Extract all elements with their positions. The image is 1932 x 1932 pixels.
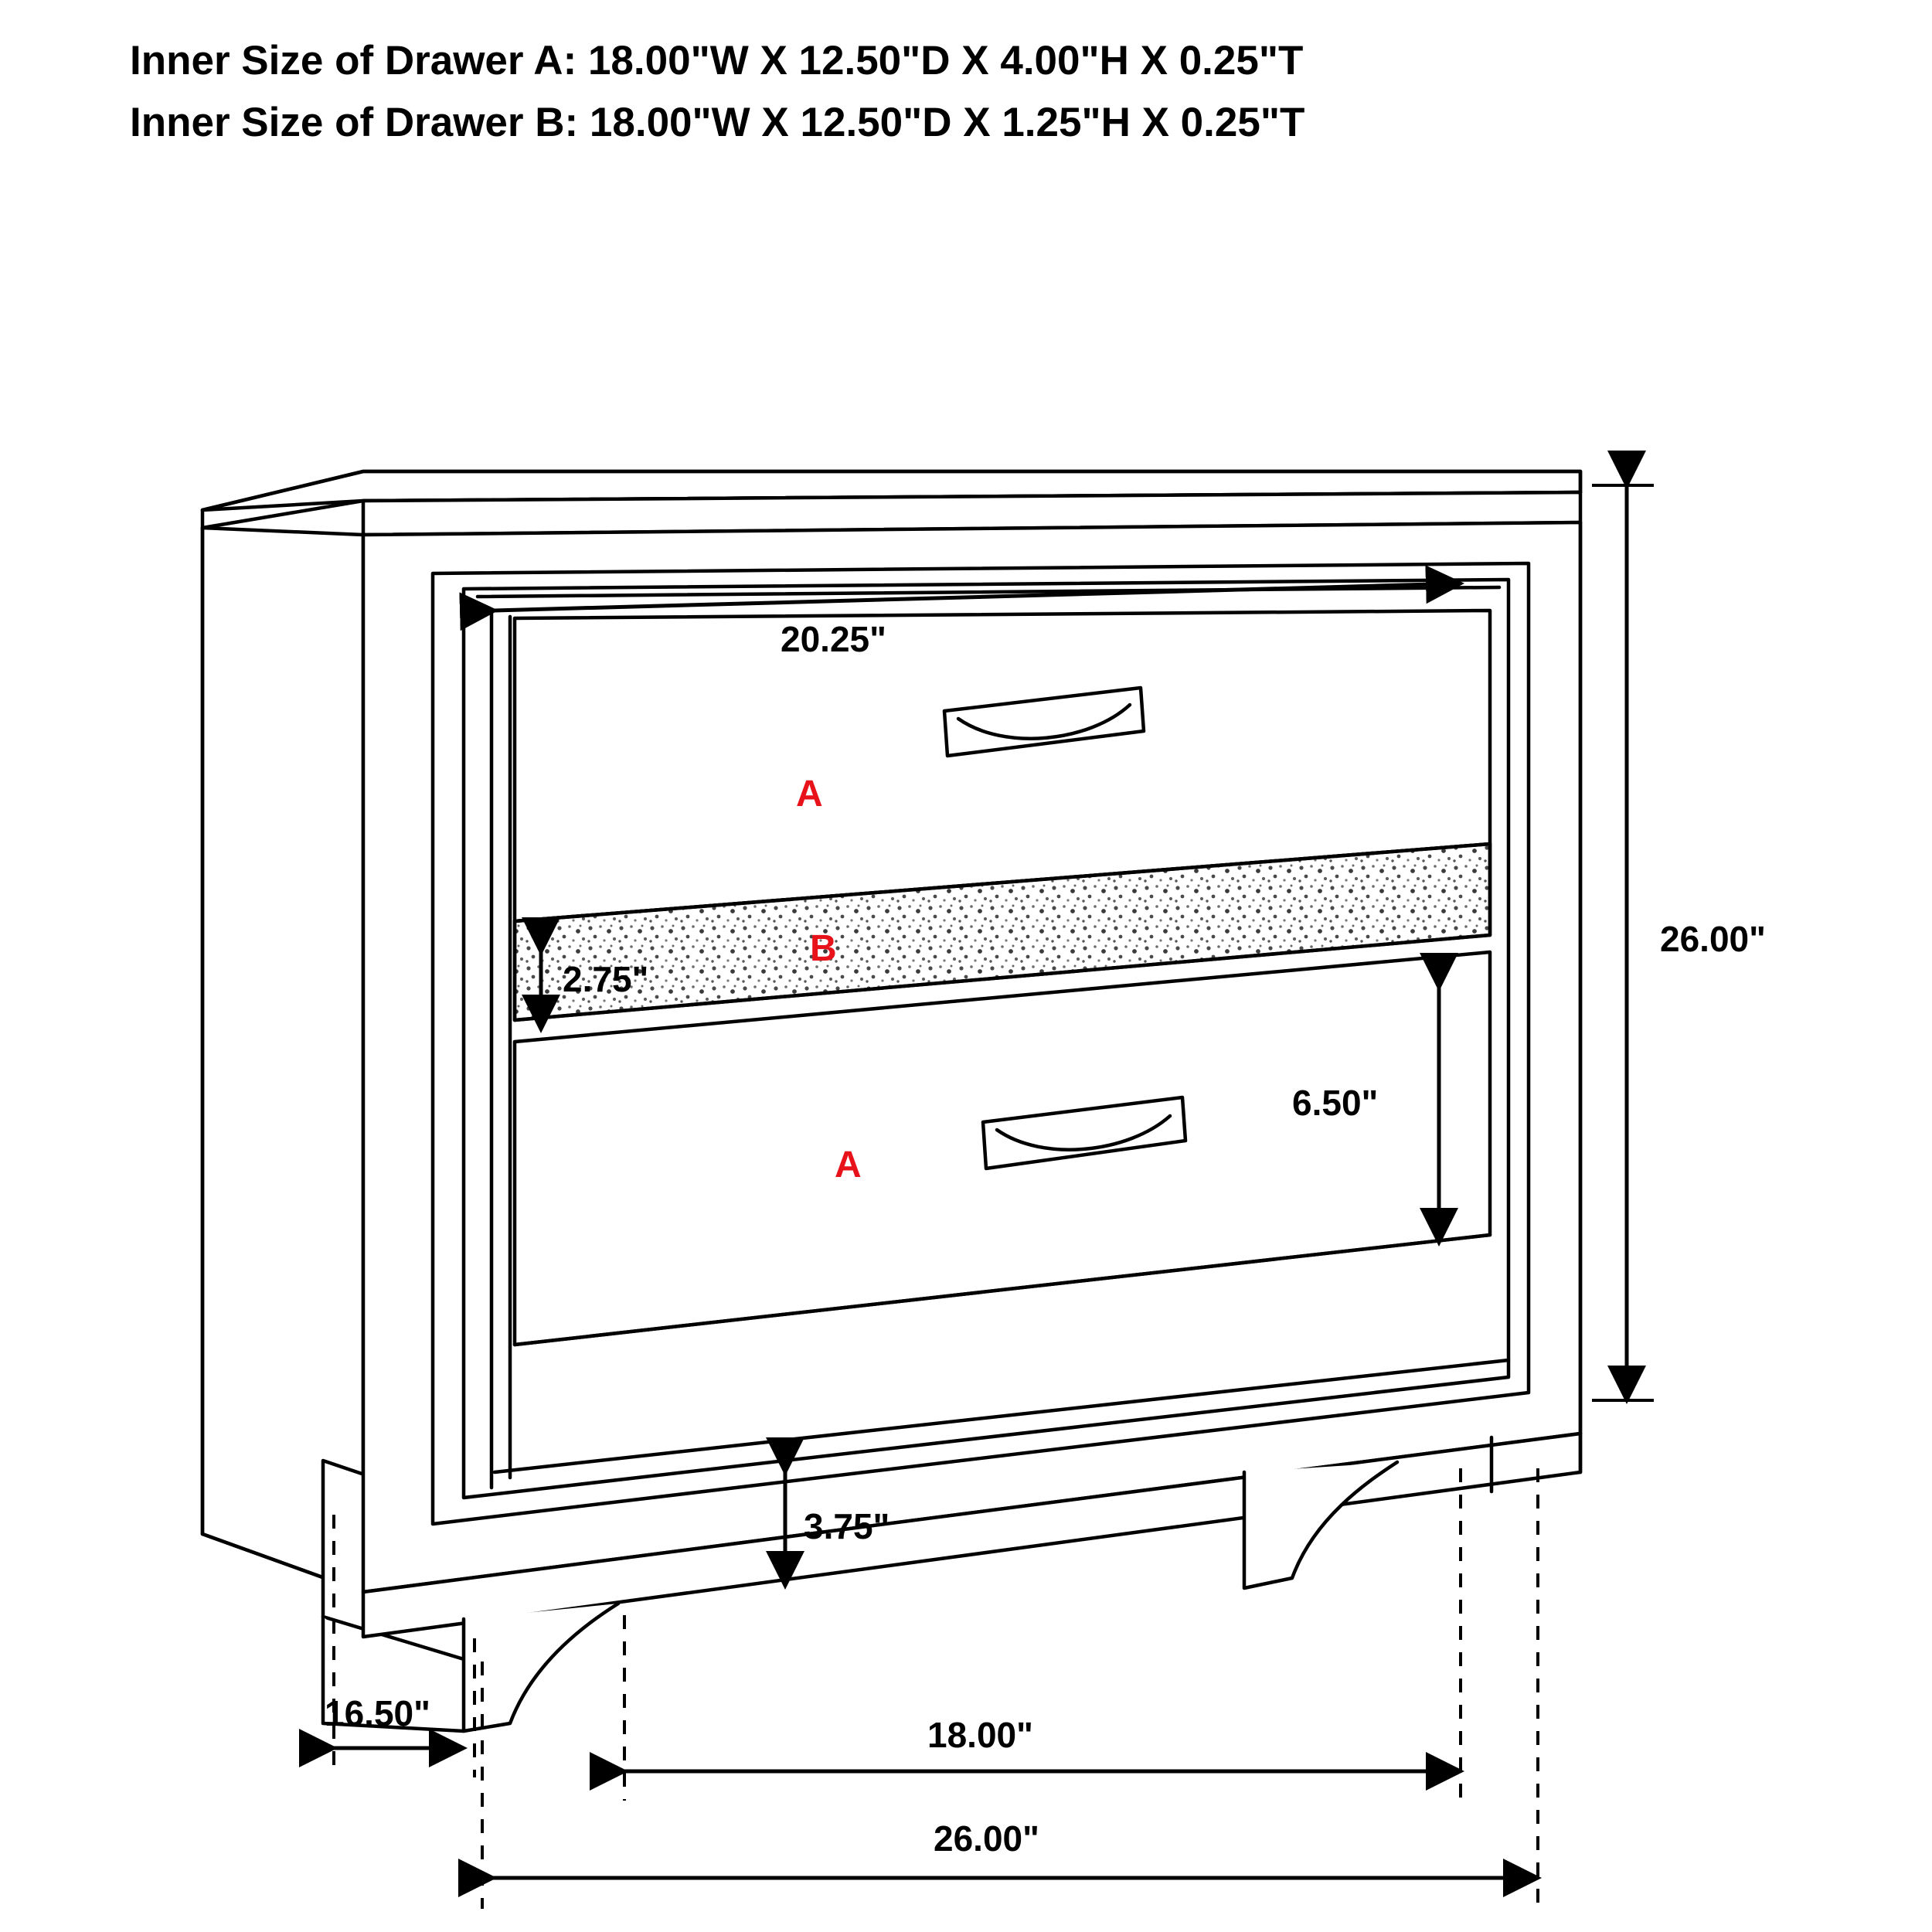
- header-line-1: Inner Size of Drawer A: 18.00"W X 12.50"D X 4.00"H X 0.25"T: [130, 38, 1304, 83]
- dimension-total-width: 26.00": [934, 1818, 1039, 1859]
- label-drawer-a-bottom: A: [835, 1145, 862, 1185]
- label-drawer-a-top: A: [796, 774, 823, 815]
- dimension-leg-height: 3.75": [804, 1506, 890, 1546]
- header-line-2: Inner Size of Drawer B: 18.00"W X 12.50"D X 1.25"H X 0.25"T: [130, 100, 1305, 145]
- dimension-total-height: 26.00": [1660, 919, 1766, 959]
- dimension-inner-width: 18.00": [927, 1715, 1033, 1755]
- label-drawer-b: B: [810, 928, 837, 969]
- dimension-lower-drawer-height: 6.50": [1292, 1083, 1379, 1123]
- dimension-top-width: 20.25": [781, 619, 886, 659]
- dimension-depth: 16.50": [325, 1693, 430, 1733]
- dimension-drawer-b-height: 2.75": [563, 959, 649, 999]
